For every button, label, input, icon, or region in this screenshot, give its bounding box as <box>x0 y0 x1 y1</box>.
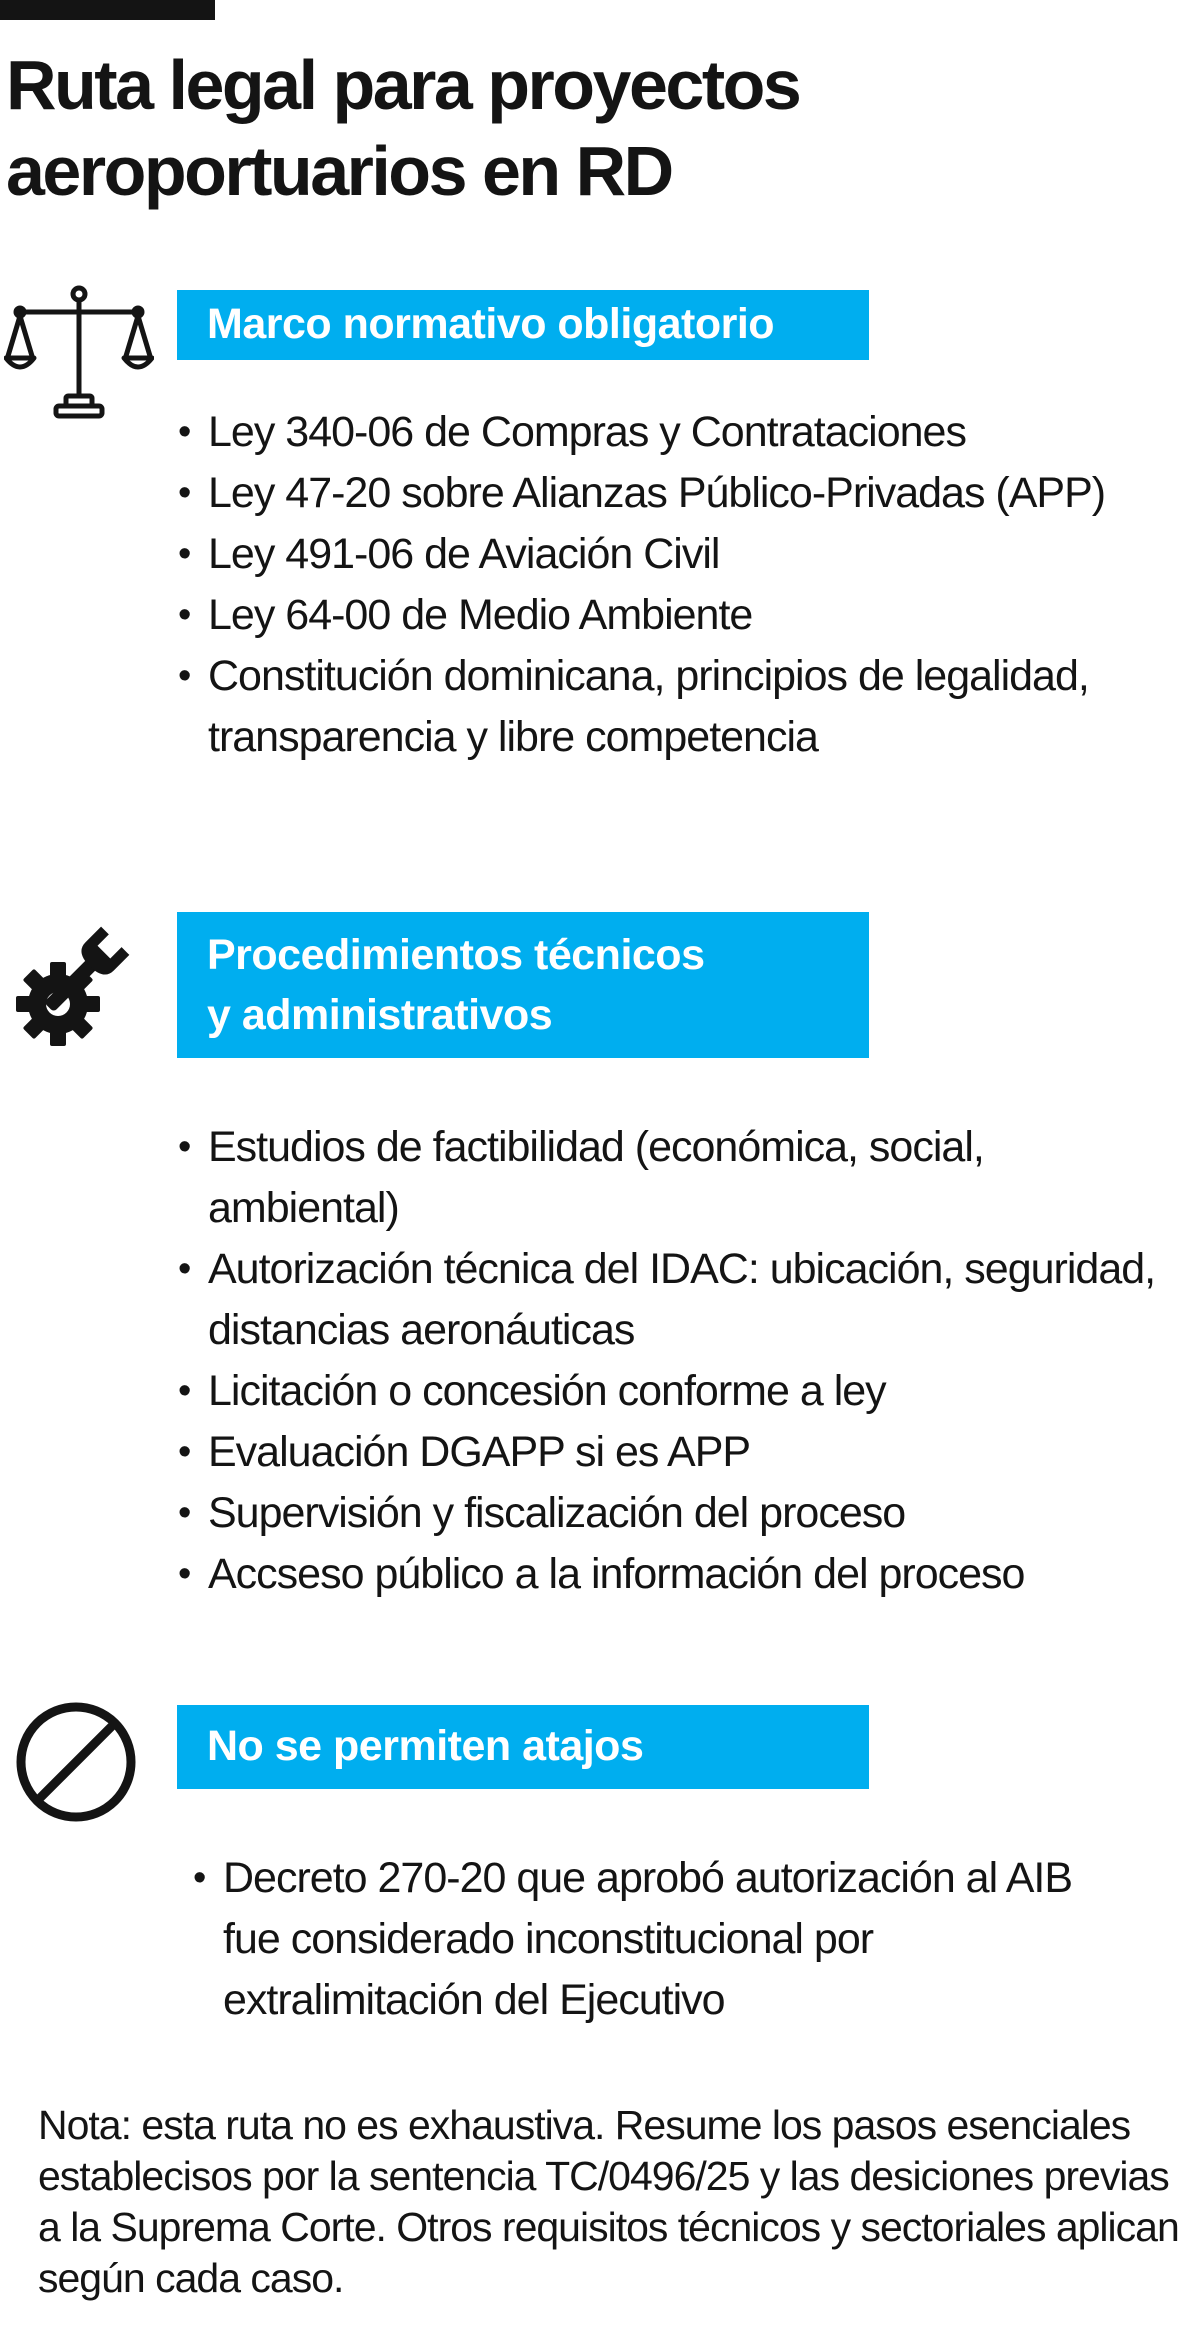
prohibited-icon <box>14 1700 138 1824</box>
list-no-atajos <box>193 1848 1093 2031</box>
footnote: Nota: esta ruta no es exhaustiva. Resume los pasos esenciales establecisos por la sentencia TC/0496/25 y las desiciones previas a la Suprema Corte. Otros requisitos técnicos y sectoriales aplican según cada caso. <box>38 2102 1179 2301</box>
title-line-2: aeroportuarios en RD <box>6 132 672 210</box>
list-item: • Ley 340-06 de Compras y Contrataciones <box>178 402 1178 463</box>
top-rule <box>0 0 215 20</box>
list-item: • Estudios de factibilidad (económica, social, ambiental) <box>178 1117 1158 1239</box>
list-item: • Accseso público a la información del proceso <box>178 1544 1188 1605</box>
list-marco <box>178 402 1178 768</box>
section-heading-procedimientos: Procedimientos técnicos y administrativos <box>177 912 869 1058</box>
list-item: • Ley 491-06 de Aviación Civil <box>178 524 1178 585</box>
list-item: • Supervisión y fiscalización del proceso <box>178 1483 1188 1544</box>
list-item: • Constitución dominicana, principios de legalidad, transparencia y libre competencia <box>178 646 1128 768</box>
list-item: • Ley 47-20 sobre Alianzas Público-Privadas (APP) <box>178 463 1108 524</box>
section-heading-marco: Marco normativo obligatorio <box>177 290 869 360</box>
gear-wrench-icon <box>14 918 140 1048</box>
list-item: • Ley 64-00 de Medio Ambiente <box>178 585 1178 646</box>
list-item: • Evaluación DGAPP si es APP <box>178 1422 1188 1483</box>
list-item: • Autorización técnica del IDAC: ubicación, seguridad, distancias aeronáuticas <box>178 1239 1158 1361</box>
list-item: • Licitación o concesión conforme a ley <box>178 1361 1188 1422</box>
list-procedimientos <box>178 1117 1188 1605</box>
list-item: • Decreto 270-20 que aprobó autorización al AIB fue considerado inconstitucional por extralimitación del Ejecutivo <box>193 1848 1123 2031</box>
page-title <box>6 42 1186 214</box>
section-heading-no-atajos: No se permiten atajos <box>177 1705 869 1789</box>
title-line-1: Ruta legal para proyectos <box>6 46 800 124</box>
scales-icon <box>4 284 154 422</box>
